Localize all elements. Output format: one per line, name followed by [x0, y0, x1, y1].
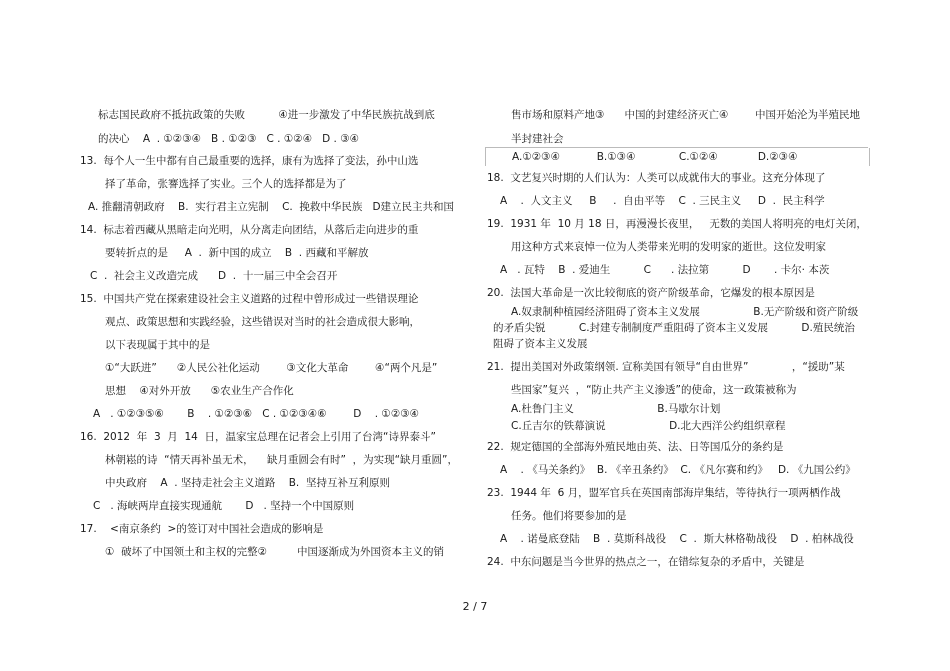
right-column-line: A.杜鲁门主义 B.马歇尔计划 [511, 403, 721, 415]
left-column-line: 16. 2012 年 3 月 14 日，温家宝总理在记者会上引用了台湾“诗界泰斗” [80, 431, 436, 443]
right-column-line: 21. 提出美国对外政策纲领. 宣称美国有领导“自由世界” ，“援助”某 [487, 361, 845, 373]
left-column-line: A. 推翻清朝政府 B. 实行君主立宪制 C. 挽救中华民族 D建立民主共和国 [88, 201, 455, 213]
right-column-line: 半封建社会 [511, 133, 564, 145]
right-column-line: 18. 文艺复兴时期的人们认为：人类可以成就伟大的事业。这充分体现了 [487, 172, 826, 184]
right-column-line: 24. 中东问题是当今世界的热点之一，在错综复杂的矛盾中，关键是 [487, 556, 805, 568]
right-column-line: C.丘吉尔的铁幕演说 D.北大西洋公约组织章程 [511, 420, 786, 432]
right-column-line: 任务。他们将要参加的是 [511, 510, 627, 522]
right-column-line: 售市场和原料产地③ 中国的封建经济灭亡④ 中国开始沦为半殖民地 [511, 109, 861, 121]
right-column-line: 20. 法国大革命是一次比较彻底的资产阶级革命，它爆发的根本原因是 [487, 287, 815, 299]
right-column-line: A . 瓦特 B . 爱迪生 C . 法拉第 D . 卡尔· 本茨 [500, 264, 830, 276]
left-column-line: C . 社会主义改造完成 D . 十一届三中全会召开 [90, 270, 338, 282]
right-column-line: A.奴隶制种植园经济阻碍了资本主义发展 B.无产阶级和资产阶级 [511, 306, 859, 318]
left-column-line: ①“大跃进” ②人民公社化运动 ③文化大革命 ④“两个凡是” [105, 362, 438, 374]
right-column-line: A . 人文主义 B . 自由平等 C . 三民主义 D . 民主科学 [500, 195, 825, 207]
left-column-line: 择了革命，张謇选择了实业。三个人的选择都是为了 [105, 178, 347, 190]
right-column-line: A . 《马关条约》 B. 《辛丑条约》 C. 《凡尔赛和约》 D. 《九国公约》 [500, 464, 856, 476]
right-column-line: 22. 规定德国的全部海外殖民地由英、法、日等国瓜分的条约是 [487, 441, 784, 453]
left-column-line: 观点、政策思想和实践经验，这些错误对当时的社会造成很大影响， [105, 316, 420, 328]
left-column-line: C . 海峡两岸直接实现通航 D . 坚持一个中国原则 [93, 500, 355, 512]
left-column-line: A . ①②③⑤⑥ B . ①②③⑥ C . ①②③④⑥ D . ①②③④ [93, 408, 420, 420]
left-column-line: 思想 ④对外开放 ⑤农业生产合作化 [105, 385, 294, 397]
right-column-line: A.①②③④ B.①③④ C.①②④ D.②③④ [512, 151, 798, 163]
page-number: 2 / 7 [462, 600, 488, 613]
right-column-line: 阻碍了资本主义发展 [493, 338, 588, 350]
right-column-line: 用这种方式来哀悼一位为人类带来光明的发明家的逝世。这位发明家 [511, 241, 826, 253]
answer-row-box [485, 148, 870, 166]
left-column-line: 标志国民政府不抵抗政策的失败 ④进一步激发了中华民族抗战到底 [98, 109, 435, 121]
right-column-line: 些国家”复兴 ，“防止共产主义渗透”的使命，这一政策被称为 [511, 384, 797, 396]
left-column-line: 13. 每个人一生中都有自己最重要的选择，康有为选择了变法，孙中山选 [80, 155, 419, 167]
right-column-line: 23. 1944 年 6 月，盟军官兵在英国南部海岸集结，等待执行一项两栖作战 [487, 487, 841, 499]
right-column-line: A . 诺曼底登陆 B . 莫斯科战役 C . 斯大林格勒战役 D . 柏林战役 [500, 533, 854, 545]
right-column-line: 的矛盾尖锐 C.封建专制制度严重阻碍了资本主义发展 D.殖民统治 [493, 322, 855, 334]
left-column-line: 15. 中国共产党在探索建设社会主义道路的过程中曾形成过一些错误理论 [80, 293, 419, 305]
left-column-line: 以下表现属于其中的是 [105, 339, 210, 351]
left-column-line: 17. <南京条约 >的签订对中国社会造成的影响是 [80, 523, 324, 535]
left-column-line: 中央政府 A . 坚持走社会主义道路 B. 坚持互补互利原则 [105, 477, 390, 489]
left-column-line: 林朝崧的诗 “情天再补虽无术， 缺月重圆会有时” ，为实现“缺月重圆”， [105, 454, 458, 466]
left-column-line: 要转折点的是 A . 新中国的成立 B . 西藏和平解放 [105, 247, 369, 259]
left-column-line: ① 破坏了中国领土和主权的完整② 中国逐渐成为外国资本主义的销 [105, 546, 445, 558]
left-column-line: 的决心 A . ①②③④ B . ①②③ C . ①②④ D . ③④ [98, 133, 360, 145]
left-column-line: 14. 标志着西藏从黑暗走向光明，从分离走向团结，从落后走向进步的重 [80, 224, 419, 236]
right-column-line: 19. 1931 年 10 月 18 日，再漫漫长夜里， 无数的美国人将明亮的电灯关闭， [487, 218, 867, 230]
